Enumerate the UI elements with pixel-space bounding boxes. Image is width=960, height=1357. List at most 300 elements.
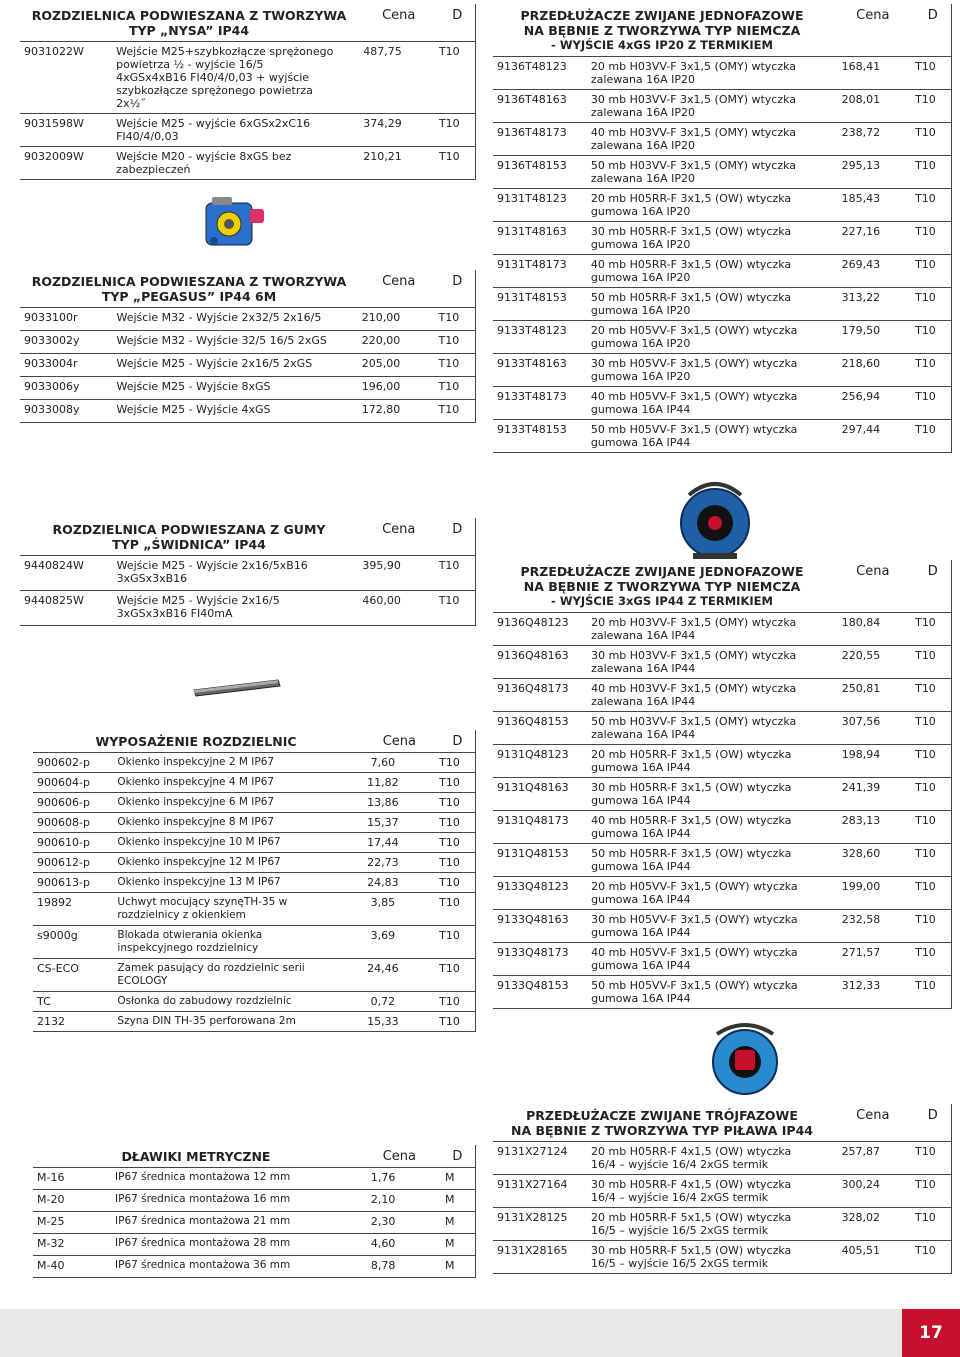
- price: 22,73: [367, 856, 399, 869]
- table-row: [20, 556, 475, 591]
- table-row: [20, 308, 475, 331]
- product-code: CS-ECO: [37, 962, 79, 975]
- dlawiki-table: [33, 1145, 476, 1278]
- product-code: 9033100r: [24, 311, 78, 324]
- discount-group: T10: [439, 776, 460, 789]
- table-row: [20, 147, 475, 180]
- product-description: 30 mb H05VV-F 3x1,5 (OWY) wtyczka gumowa 16A IP44: [591, 913, 798, 939]
- price: 17,44: [367, 836, 399, 849]
- product-code: 9032009W: [24, 150, 84, 163]
- price: 300,24: [841, 1178, 881, 1191]
- table-row: [33, 1212, 475, 1234]
- product-code: 9033004r: [24, 357, 78, 370]
- product-description: Okienko inspekcyjne 13 M IP67: [117, 876, 281, 888]
- price: 250,81: [841, 682, 881, 695]
- product-code: 9131X28165: [497, 1244, 568, 1257]
- pegasus-title1: ROZDZIELNICA PODWIESZANA Z TWORZYWA: [31, 274, 347, 289]
- product-description: Wejście M25 - Wyjście 2x16/5 3xGSx3xB16 FI40mA: [116, 594, 280, 620]
- product-description: Zamek pasujący do rozdzielnic serii ECOLOGY: [117, 962, 305, 987]
- price: 220,55: [841, 649, 881, 662]
- table-row: [493, 189, 951, 222]
- product-description: Okienko inspekcyjne 4 M IP67: [117, 776, 275, 788]
- table-row: [33, 833, 475, 853]
- discount-group: T10: [915, 1244, 936, 1257]
- discount-group: M: [444, 1237, 455, 1250]
- product-description: IP67 średnica montażowa 16 mm: [115, 1193, 291, 1205]
- product-description: Blokada otwierania okienka inspekcyjnego rozdzielnicy: [117, 929, 263, 954]
- price: 199,00: [841, 880, 881, 893]
- product-description: IP67 średnica montażowa 28 mm: [115, 1237, 291, 1249]
- table-row: [493, 1175, 951, 1208]
- discount-group: T10: [915, 159, 936, 172]
- trojfazowe-rows: [493, 1142, 951, 1274]
- discount-group: T10: [915, 225, 936, 238]
- product-code: 9136T48173: [497, 126, 567, 139]
- product-code: 900602-p: [37, 756, 90, 769]
- wyposazenie-table: [33, 730, 476, 1032]
- product-code: M-32: [37, 1237, 65, 1250]
- trojfazowe-cena-header: Cena: [856, 1108, 890, 1123]
- discount-group: T10: [915, 93, 936, 106]
- table-row: [33, 813, 475, 833]
- price: 3,85: [370, 896, 396, 909]
- product-code: 9133Q48163: [497, 913, 569, 926]
- product-description: Okienko inspekcyjne 8 M IP67: [117, 816, 275, 828]
- product-description: 30 mb H03VV-F 3x1,5 (OMY) wtyczka zalewana 16A IP20: [590, 93, 797, 119]
- table-row: [20, 591, 475, 626]
- pegasus-title2: TYP „PEGASUS” IP44 6M: [101, 289, 277, 304]
- product-description: Wejście M25 - wyjście 6xGSx2xC16 FI40/4/0,03: [116, 117, 311, 143]
- discount-group: M: [444, 1259, 455, 1272]
- product-code: 9133T48153: [497, 423, 567, 436]
- pegasus-table: [20, 270, 476, 423]
- product-description: 50 mb H05RR-F 3x1,5 (OW) wtyczka gumowa 16A IP20: [590, 291, 792, 317]
- swidnica-rows: [20, 556, 475, 626]
- product-description: 20 mb H05VV-F 3x1,5 (OWY) wtyczka gumowa 16A IP44: [591, 880, 798, 906]
- price: 24,46: [367, 962, 399, 975]
- nysa-table: [20, 4, 476, 180]
- price: 208,01: [841, 93, 881, 106]
- product-code: 9131Q48153: [497, 847, 569, 860]
- price: 241,39: [841, 781, 881, 794]
- price: 2,10: [370, 1193, 396, 1206]
- product-description: Osłonka do zabudowy rozdzielnic: [117, 995, 292, 1007]
- discount-group: T10: [439, 816, 460, 829]
- ext2-title3: - WYJŚCIE 3xGS IP44 Z TERMIKIEM: [551, 594, 773, 608]
- discount-group: T10: [438, 45, 460, 58]
- table-row: [493, 288, 951, 321]
- discount-group: T10: [439, 756, 460, 769]
- product-code: 9131X27164: [497, 1178, 568, 1191]
- trojfazowe-table: [493, 1104, 952, 1274]
- discount-group: T10: [915, 880, 936, 893]
- table-row: [33, 793, 475, 813]
- price: 179,50: [841, 324, 881, 337]
- price: 232,58: [841, 913, 881, 926]
- table-row: [33, 873, 475, 893]
- swidnica-table: [20, 518, 476, 626]
- price: 487,75: [363, 45, 402, 58]
- footer-bar: [0, 1309, 902, 1357]
- discount-group: T10: [439, 896, 460, 909]
- price: 7,60: [370, 756, 396, 769]
- dlawiki-d-header: D: [452, 1149, 463, 1164]
- product-code: 900606-p: [37, 796, 90, 809]
- discount-group: T10: [915, 126, 936, 139]
- product-code: TC: [37, 995, 51, 1008]
- product-description: Wejście M32 - Wyjście 2x32/5 2x16/5: [116, 311, 322, 324]
- discount-group: T10: [439, 1015, 460, 1028]
- price: 405,51: [841, 1244, 881, 1257]
- product-description: 50 mb H03VV-F 3x1,5 (OMY) wtyczka zalewana 16A IP44: [591, 715, 797, 741]
- product-code: M-16: [37, 1171, 65, 1184]
- table-row: [20, 377, 475, 400]
- table-row: [493, 1241, 951, 1274]
- product-code: 9031022W: [24, 45, 84, 58]
- table-row: [20, 331, 475, 354]
- ext2-cena-header: Cena: [856, 564, 890, 579]
- table-row: [20, 354, 475, 377]
- product-description: 50 mb H05VV-F 3x1,5 (OWY) wtyczka gumowa 16A IP44: [590, 423, 798, 449]
- price: 24,83: [367, 876, 399, 889]
- discount-group: T10: [915, 715, 936, 728]
- price: 210,21: [363, 150, 402, 163]
- discount-group: T10: [915, 616, 936, 629]
- table-row: [493, 354, 951, 387]
- discount-group: T10: [915, 946, 936, 959]
- product-code: 9131T48173: [497, 258, 567, 271]
- price: 395,90: [362, 559, 401, 572]
- price: 295,13: [841, 159, 881, 172]
- discount-group: T10: [438, 150, 460, 163]
- product-code: M-40: [37, 1259, 65, 1272]
- product-code: 9136Q48173: [497, 682, 569, 695]
- price: 238,72: [841, 126, 881, 139]
- product-code: 9440825W: [24, 594, 84, 607]
- discount-group: M: [444, 1215, 455, 1228]
- table-row: [33, 992, 475, 1012]
- table-row: [493, 255, 951, 288]
- product-code: 900604-p: [37, 776, 90, 789]
- discount-group: T10: [438, 357, 460, 370]
- product-code: M-25: [37, 1215, 65, 1228]
- din-rail-image: [190, 676, 282, 700]
- nysa-distribution-box-image: [200, 195, 272, 255]
- discount-group: M: [444, 1193, 455, 1206]
- trojfazowe-title2: NA BĘBNIE Z TWORZYWA TYP PIŁAWA IP44: [511, 1123, 813, 1138]
- table-row: [493, 156, 951, 189]
- discount-group: M: [444, 1171, 455, 1184]
- product-description: 20 mb H05RR-F 5x1,5 (OW) wtyczka 16/5 – wyjście 16/5 2xGS termik: [591, 1211, 792, 1237]
- price: 180,84: [841, 616, 881, 629]
- table-row: [493, 811, 951, 844]
- discount-group: T10: [915, 913, 936, 926]
- product-code: 9133T48123: [497, 324, 567, 337]
- product-description: 40 mb H03VV-F 3x1,5 (OMY) wtyczka zalewana 16A IP20: [590, 126, 797, 152]
- table-row: [493, 679, 951, 712]
- discount-group: T10: [915, 390, 936, 403]
- price: 13,86: [367, 796, 399, 809]
- price: 15,37: [367, 816, 399, 829]
- table-row: [33, 773, 475, 793]
- table-row: [493, 943, 951, 976]
- discount-group: T10: [915, 192, 936, 205]
- table-row: [493, 745, 951, 778]
- product-description: 30 mb H05RR-F 3x1,5 (OW) wtyczka gumowa 16A IP44: [591, 781, 792, 807]
- price: 205,00: [361, 357, 401, 370]
- price: 4,60: [370, 1237, 396, 1250]
- product-description: 40 mb H05RR-F 3x1,5 (OW) wtyczka gumowa 16A IP20: [590, 258, 792, 284]
- pegasus-d-header: D: [452, 274, 463, 289]
- wyposazenie-d-header: D: [452, 734, 463, 749]
- product-code: 2132: [37, 1015, 65, 1028]
- three-phase-reel-image: [705, 1020, 785, 1100]
- discount-group: T10: [915, 649, 936, 662]
- product-description: Wejście M25 - Wyjście 2x16/5xB16 3xGSx3xB16: [116, 559, 308, 585]
- table-row: [33, 1012, 475, 1032]
- price: 8,78: [370, 1259, 396, 1272]
- discount-group: T10: [915, 781, 936, 794]
- product-description: 30 mb H05RR-F 4x1,5 (OW) wtyczka 16/4 – wyjście 16/4 2xGS termik: [591, 1178, 792, 1204]
- product-description: 40 mb H05RR-F 3x1,5 (OW) wtyczka gumowa 16A IP44: [591, 814, 792, 840]
- product-description: Wejście M25 - Wyjście 8xGS: [116, 380, 271, 393]
- price: 313,22: [841, 291, 881, 304]
- pegasus-rows: [20, 308, 475, 423]
- nysa-d-header: D: [452, 8, 463, 23]
- product-code: 9133T48173: [497, 390, 567, 403]
- product-code: 9131Q48173: [497, 814, 569, 827]
- table-row: [493, 976, 951, 1009]
- trojfazowe-d-header: D: [927, 1108, 938, 1123]
- table-row: [493, 123, 951, 156]
- product-code: 9136Q48153: [497, 715, 569, 728]
- product-description: Okienko inspekcyjne 6 M IP67: [117, 796, 275, 808]
- table-row: [493, 1208, 951, 1241]
- table-row: [493, 420, 951, 453]
- discount-group: T10: [438, 334, 460, 347]
- product-code: s9000g: [37, 929, 78, 942]
- product-code: 9133Q48173: [497, 946, 569, 959]
- ext1-table: [493, 4, 952, 453]
- discount-group: T10: [438, 594, 460, 607]
- table-row: [33, 1256, 475, 1278]
- nysa-cena-header: Cena: [382, 8, 416, 23]
- table-row: [33, 853, 475, 873]
- price: 297,44: [841, 423, 881, 436]
- swidnica-d-header: D: [452, 522, 463, 537]
- discount-group: T10: [439, 836, 460, 849]
- table-row: [493, 387, 951, 420]
- table-row: [20, 42, 475, 114]
- dlawiki-title1: DŁAWIKI METRYCZNE: [121, 1149, 271, 1164]
- product-description: 40 mb H05VV-F 3x1,5 (OWY) wtyczka gumowa 16A IP44: [590, 390, 798, 416]
- product-code: 9031598W: [24, 117, 84, 130]
- price: 185,43: [841, 192, 881, 205]
- ext2-title2: NA BĘBNIE Z TWORZYWA TYP NIEMCZA: [523, 579, 801, 594]
- product-description: 20 mb H05RR-F 4x1,5 (OW) wtyczka 16/4 – wyjście 16/4 2xGS termik: [591, 1145, 792, 1171]
- product-code: 900613-p: [37, 876, 90, 889]
- product-description: Okienko inspekcyjne 2 M IP67: [117, 756, 275, 768]
- discount-group: T10: [439, 962, 460, 975]
- swidnica-title2: TYP „ŚWIDNICA” IP44: [112, 537, 266, 552]
- price: 269,43: [841, 258, 881, 271]
- product-description: 50 mb H05RR-F 3x1,5 (OW) wtyczka gumowa 16A IP44: [591, 847, 792, 873]
- swidnica-cena-header: Cena: [382, 522, 416, 537]
- price: 374,29: [363, 117, 402, 130]
- product-code: 9440824W: [24, 559, 84, 572]
- product-code: 9033008y: [24, 403, 80, 416]
- pegasus-cena-header: Cena: [382, 274, 416, 289]
- price: 271,57: [841, 946, 881, 959]
- product-description: Szyna DIN TH-35 perforowana 2m: [117, 1015, 296, 1027]
- discount-group: T10: [438, 380, 460, 393]
- discount-group: T10: [438, 403, 460, 416]
- discount-group: T10: [915, 291, 936, 304]
- swidnica-title1: ROZDZIELNICA PODWIESZANA Z GUMY: [52, 522, 326, 537]
- table-row: [20, 114, 475, 147]
- discount-group: T10: [915, 748, 936, 761]
- price: 2,30: [370, 1215, 396, 1228]
- discount-group: T10: [915, 324, 936, 337]
- discount-group: T10: [915, 1211, 936, 1224]
- discount-group: T10: [915, 423, 936, 436]
- dlawiki-rows: [33, 1168, 475, 1278]
- product-description: 20 mb H05RR-F 3x1,5 (OW) wtyczka gumowa 16A IP20: [590, 192, 792, 218]
- table-row: [33, 1168, 475, 1190]
- price: 218,60: [841, 357, 881, 370]
- product-description: 30 mb H03VV-F 3x1,5 (OMY) wtyczka zalewana 16A IP44: [591, 649, 797, 675]
- product-description: 30 mb H05RR-F 5x1,5 (OW) wtyczka 16/5 – wyjście 16/5 2xGS termik: [591, 1244, 792, 1270]
- product-description: Uchwyt mocujący szynęTH-35 w rozdzielnicy z okienkiem: [117, 896, 288, 921]
- product-code: 900608-p: [37, 816, 90, 829]
- product-description: Okienko inspekcyjne 12 M IP67: [117, 856, 281, 868]
- price: 196,00: [361, 380, 401, 393]
- discount-group: T10: [915, 979, 936, 992]
- price: 220,00: [361, 334, 401, 347]
- product-code: 9131T48153: [497, 291, 567, 304]
- table-row: [493, 613, 951, 646]
- product-description: 30 mb H05VV-F 3x1,5 (OWY) wtyczka gumowa 16A IP20: [590, 357, 798, 383]
- price: 257,87: [841, 1145, 881, 1158]
- product-description: 50 mb H03VV-F 3x1,5 (OMY) wtyczka zalewana 16A IP20: [590, 159, 797, 185]
- ext1-cena-header: Cena: [856, 8, 890, 23]
- discount-group: T10: [915, 258, 936, 271]
- product-description: 40 mb H05VV-F 3x1,5 (OWY) wtyczka gumowa 16A IP44: [591, 946, 798, 972]
- price: 172,80: [361, 403, 401, 416]
- trojfazowe-title1: PRZEDŁUŻACZE ZWIJANE TRÓJFAZOWE: [526, 1108, 798, 1123]
- product-description: 20 mb H03VV-F 3x1,5 (OMY) wtyczka zalewana 16A IP20: [590, 60, 797, 86]
- product-description: Okienko inspekcyjne 10 M IP67: [117, 836, 281, 848]
- discount-group: T10: [915, 1178, 936, 1191]
- price: 0,72: [370, 995, 396, 1008]
- price: 15,33: [367, 1015, 399, 1028]
- price: 256,94: [841, 390, 881, 403]
- table-row: [33, 1234, 475, 1256]
- nysa-title2: TYP „NYSA” IP44: [128, 23, 250, 38]
- product-description: Wejście M20 - wyjście 8xGS bez zabezpieczeń: [116, 150, 292, 176]
- ext2-table: [493, 560, 952, 1009]
- discount-group: T10: [915, 847, 936, 860]
- product-code: 9131Q48163: [497, 781, 569, 794]
- table-row: [493, 910, 951, 943]
- wyposazenie-cena-header: Cena: [382, 734, 417, 749]
- product-code: 9136T48123: [497, 60, 567, 73]
- price: 11,82: [367, 776, 399, 789]
- product-code: 9033002y: [24, 334, 80, 347]
- nysa-rows: [20, 42, 475, 180]
- product-code: 9136T48153: [497, 159, 567, 172]
- price: 227,16: [841, 225, 881, 238]
- price: 312,33: [841, 979, 881, 992]
- product-code: 19892: [37, 896, 72, 909]
- price: 283,13: [841, 814, 881, 827]
- product-code: 9033006y: [24, 380, 80, 393]
- product-description: 30 mb H05RR-F 3x1,5 (OW) wtyczka gumowa 16A IP20: [590, 225, 792, 251]
- ext1-title3: - WYJŚCIE 4xGS IP20 Z TERMIKIEM: [551, 38, 773, 52]
- price: 460,00: [362, 594, 401, 607]
- product-code: 9136Q48163: [497, 649, 569, 662]
- table-row: [493, 877, 951, 910]
- price: 1,76: [370, 1171, 396, 1184]
- discount-group: T10: [915, 814, 936, 827]
- table-row: [493, 844, 951, 877]
- ext2-title1: PRZEDŁUŻACZE ZWIJANE JEDNOFAZOWE: [520, 564, 804, 579]
- product-code: 9136Q48123: [497, 616, 569, 629]
- product-description: Wejście M25 - Wyjście 4xGS: [116, 403, 271, 416]
- product-description: 40 mb H03VV-F 3x1,5 (OMY) wtyczka zalewana 16A IP44: [591, 682, 797, 708]
- product-description: IP67 średnica montażowa 36 mm: [115, 1259, 291, 1271]
- table-row: [493, 646, 951, 679]
- discount-group: T10: [438, 117, 460, 130]
- product-description: 20 mb H05RR-F 3x1,5 (OW) wtyczka gumowa 16A IP44: [591, 748, 792, 774]
- table-row: [493, 57, 951, 90]
- page-number: 17: [902, 1309, 960, 1357]
- discount-group: T10: [915, 1145, 936, 1158]
- discount-group: T10: [439, 876, 460, 889]
- cable-reel-image: [675, 475, 755, 565]
- nysa-title1: ROZDZIELNICA PODWIESZANA Z TWORZYWA: [31, 8, 347, 23]
- product-code: 900610-p: [37, 836, 90, 849]
- product-code: 9133Q48153: [497, 979, 569, 992]
- price: 328,02: [841, 1211, 881, 1224]
- table-row: [33, 959, 475, 992]
- product-code: 9131Q48123: [497, 748, 569, 761]
- discount-group: T10: [438, 311, 460, 324]
- product-code: 9131T48163: [497, 225, 567, 238]
- product-description: 20 mb H05VV-F 3x1,5 (OWY) wtyczka gumowa 16A IP20: [590, 324, 798, 350]
- dlawiki-cena-header: Cena: [382, 1149, 417, 1164]
- product-description: 50 mb H05VV-F 3x1,5 (OWY) wtyczka gumowa 16A IP44: [591, 979, 798, 1005]
- table-row: [493, 90, 951, 123]
- ext1-d-header: D: [927, 8, 938, 23]
- product-code: 9133Q48123: [497, 880, 569, 893]
- table-row: [493, 321, 951, 354]
- product-code: 9131X28125: [497, 1211, 568, 1224]
- product-description: Wejście M32 - Wyjście 32/5 16/5 2xGS: [116, 334, 327, 347]
- table-row: [33, 893, 475, 926]
- product-description: IP67 średnica montażowa 12 mm: [115, 1171, 291, 1183]
- product-code: 900612-p: [37, 856, 90, 869]
- ext1-rows: [493, 57, 951, 453]
- table-row: [20, 400, 475, 423]
- discount-group: T10: [915, 682, 936, 695]
- discount-group: T10: [439, 995, 460, 1008]
- table-row: [33, 926, 475, 959]
- product-code: 9131T48123: [497, 192, 567, 205]
- product-description: 20 mb H03VV-F 3x1,5 (OMY) wtyczka zalewana 16A IP44: [591, 616, 797, 642]
- table-row: [33, 1190, 475, 1212]
- price: 168,41: [841, 60, 881, 73]
